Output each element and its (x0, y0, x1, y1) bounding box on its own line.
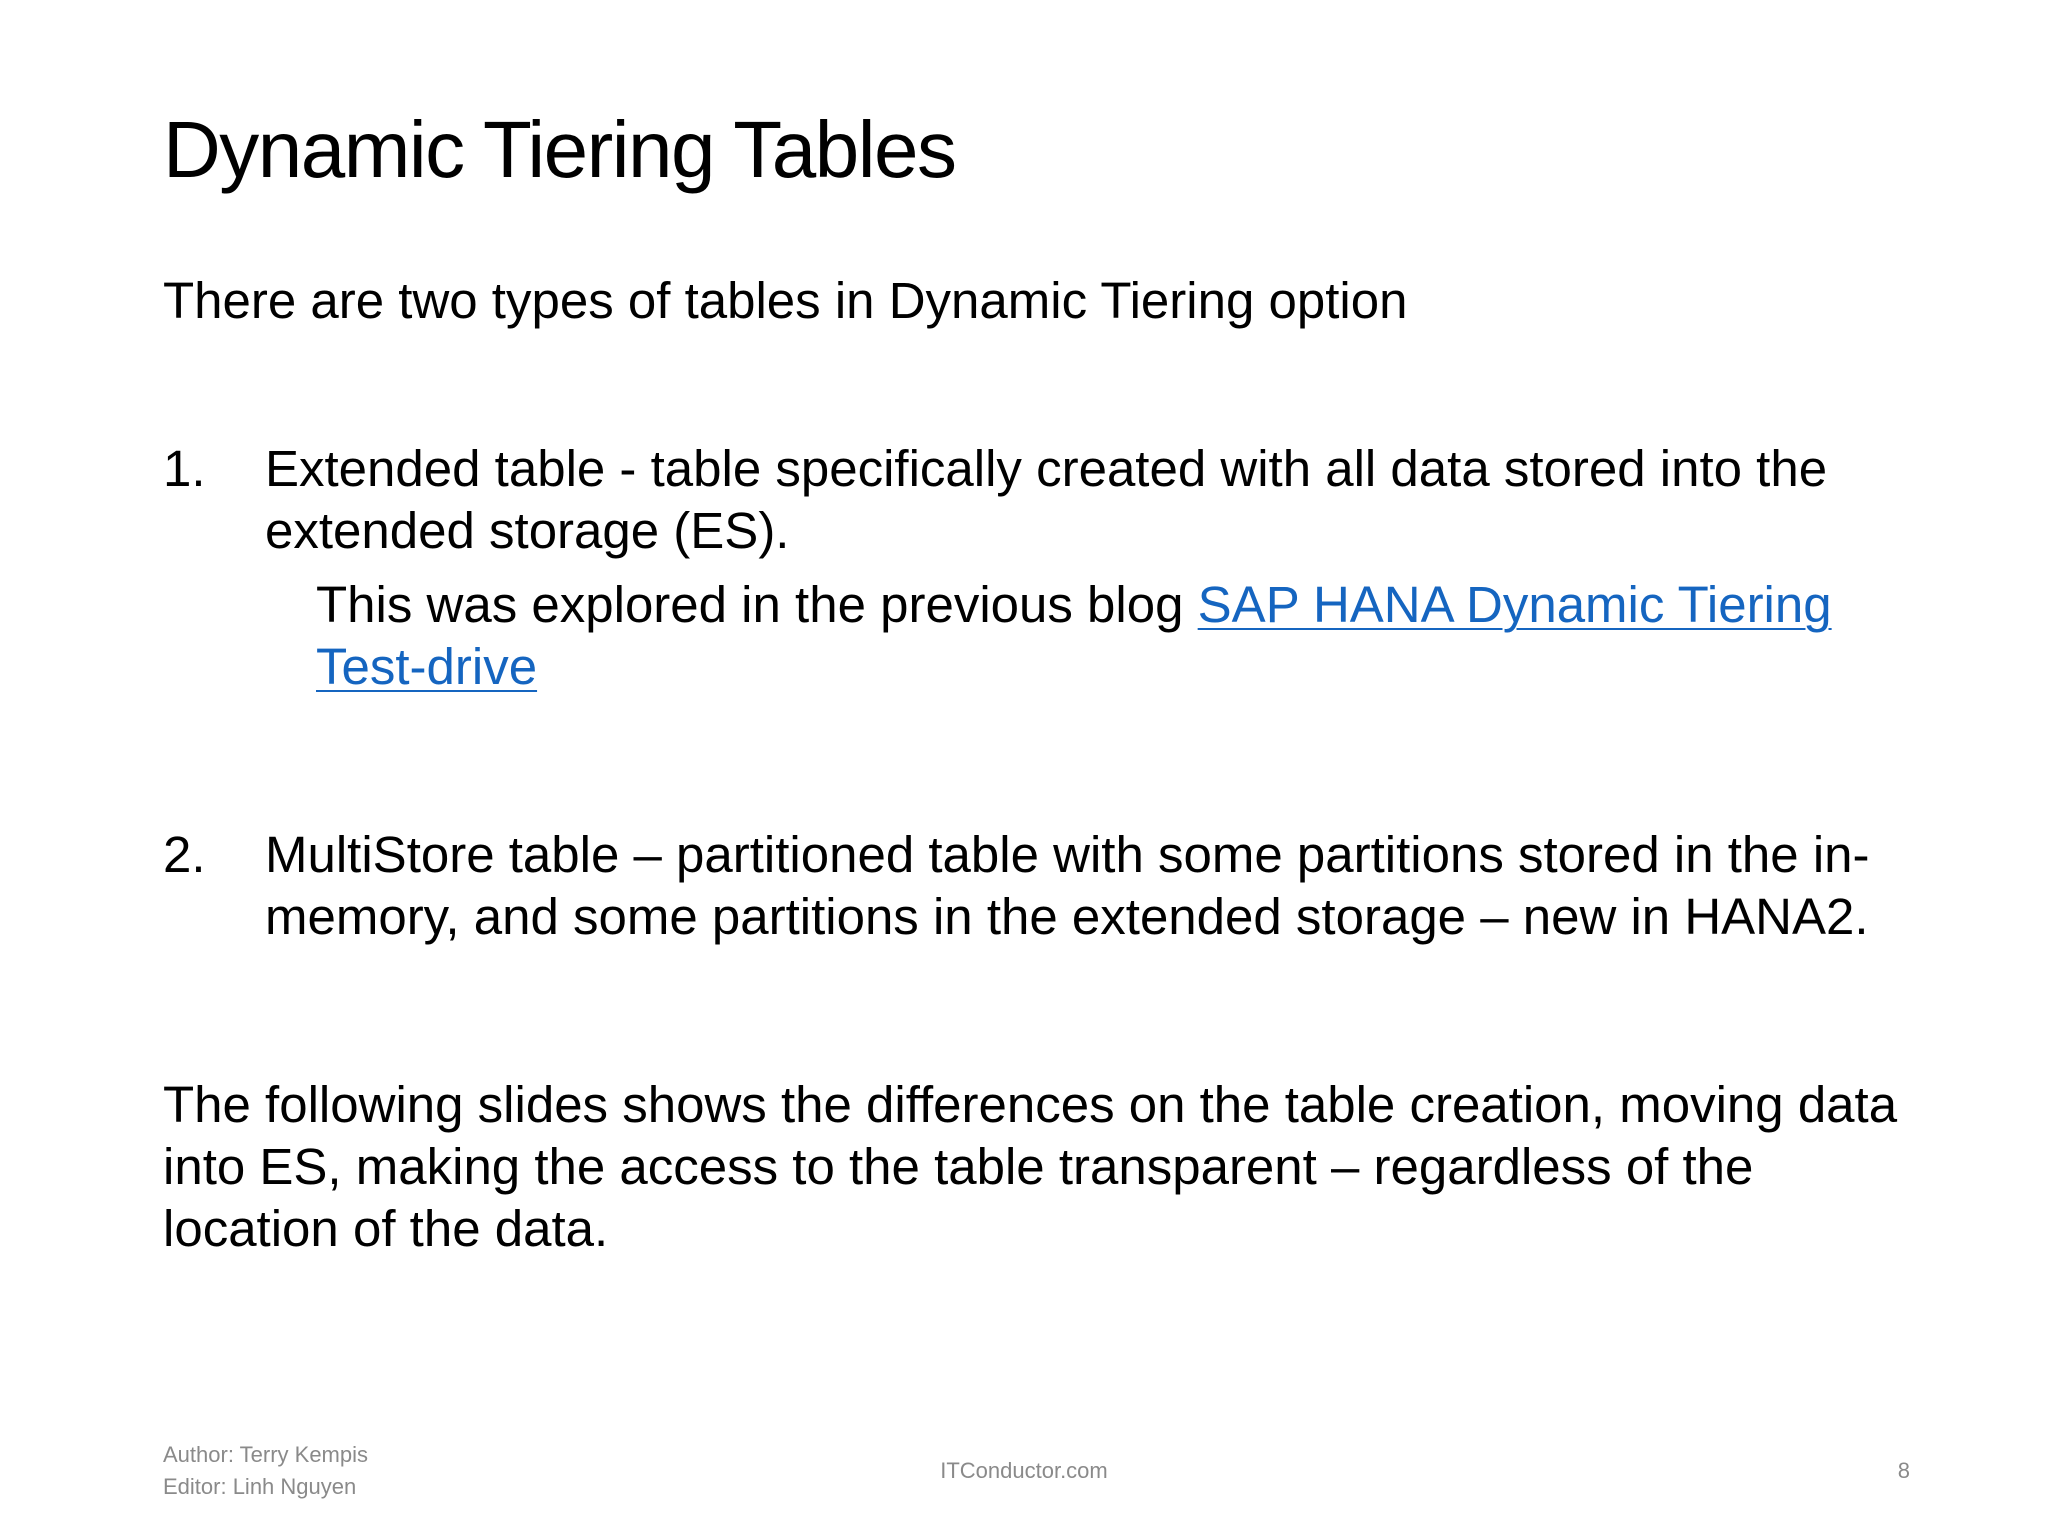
slide-title: Dynamic Tiering Tables (163, 105, 956, 194)
footer-editor: Editor: Linh Nguyen (163, 1474, 357, 1499)
page-number: 8 (1897, 1458, 1910, 1483)
list-number: 1. (163, 440, 206, 497)
footer-author: Author: Terry Kempis (163, 1442, 369, 1467)
slide-body (163, 270, 1923, 1260)
list-number: 2. (163, 826, 206, 883)
list-item-text: MultiStore table – partitioned table with some partitions stored in the in-memory, and some partitions in the extended storage – new in HANA2. (265, 826, 1870, 945)
intro-text: There are two types of tables in Dynamic Tiering option (163, 272, 1408, 329)
subtext-prefix: This was explored in the previous blog (316, 576, 1198, 633)
list-item-text: Extended table - table specifically created with all data stored into the extended storage (ES). (265, 440, 1828, 559)
list-item-extended-table (163, 438, 1923, 698)
closing-text: The following slides shows the differences on the table creation, moving data into ES, making the access to the table transparent – regardless of the location of the data. (163, 1076, 1898, 1257)
list-item-multistore-table (163, 824, 1923, 948)
footer-site: ITConductor.com (940, 1458, 1108, 1483)
blog-link[interactable]: SAP HANA Dynamic Tiering Test-drive (316, 576, 1832, 695)
list-item-subtext (316, 574, 1923, 698)
